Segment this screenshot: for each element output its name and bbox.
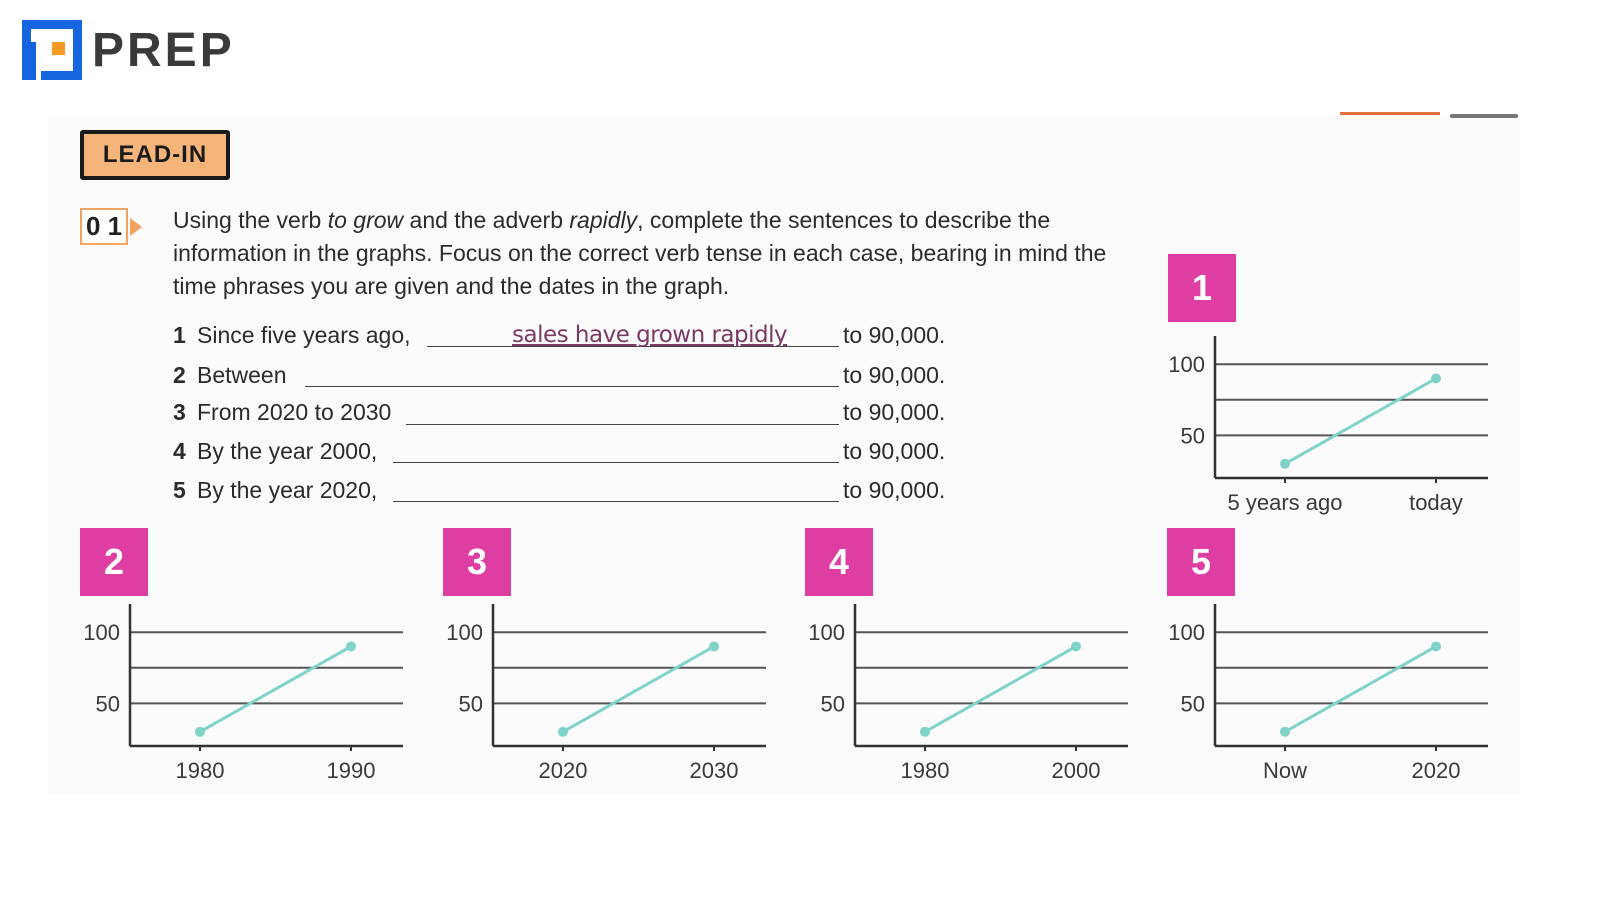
data-point <box>920 727 930 737</box>
answer-blank-4[interactable] <box>393 462 839 463</box>
graph-2-label: 2 <box>80 528 148 596</box>
series-line <box>925 646 1076 731</box>
data-point <box>1280 459 1290 469</box>
graph-1-label: 1 <box>1168 254 1236 322</box>
answer-blank-3[interactable] <box>406 424 839 425</box>
sentence-3-ending: to 90,000. <box>843 399 946 425</box>
decorative-line <box>1450 114 1518 118</box>
y-tick-label: 100 <box>1168 620 1205 646</box>
x-tick-label: today <box>1409 490 1463 515</box>
prep-logo[interactable] <box>22 20 235 80</box>
data-point <box>558 727 568 737</box>
x-tick-label: 2020 <box>1411 758 1461 783</box>
answer-blank-2[interactable] <box>305 386 839 387</box>
data-point <box>1431 641 1441 651</box>
x-tick-label: Now <box>1262 758 1308 783</box>
series-line <box>200 646 351 731</box>
series-line <box>563 646 714 731</box>
section-label: LEAD-IN <box>80 130 230 180</box>
graph-5 <box>1160 598 1500 788</box>
brand-name: PREP <box>92 23 235 77</box>
graph-4 <box>800 598 1140 788</box>
sentence-5: 5 By the year 2020, <box>173 477 378 503</box>
y-tick-label: 50 <box>95 691 120 717</box>
data-point <box>709 641 719 651</box>
answer-blank-5[interactable] <box>393 501 839 502</box>
x-tick-label: 2030 <box>689 758 739 783</box>
sentence-2: 2 Between <box>173 362 287 388</box>
sentence-2-ending: to 90,000. <box>843 362 946 388</box>
data-point <box>1280 727 1290 737</box>
graph-4-label: 4 <box>805 528 873 596</box>
y-tick-label: 100 <box>83 620 120 646</box>
data-point <box>346 641 356 651</box>
x-tick-label: 1980 <box>175 758 225 783</box>
sentence-5-ending: to 90,000. <box>843 477 946 503</box>
series-line <box>1285 646 1436 731</box>
y-tick-label: 100 <box>1168 352 1205 378</box>
exercise-number: 0 1 <box>80 208 142 245</box>
data-point <box>1071 641 1081 651</box>
y-tick-label: 50 <box>1180 423 1205 449</box>
graph-2 <box>75 598 415 788</box>
x-tick-label: 2020 <box>538 758 588 783</box>
y-tick-label: 50 <box>820 691 845 717</box>
series-line <box>1285 378 1436 463</box>
graph-3-label: 3 <box>443 528 511 596</box>
decorative-line <box>1340 112 1440 115</box>
y-tick-label: 100 <box>446 620 483 646</box>
triangle-arrow-icon <box>130 218 142 236</box>
data-point <box>1431 373 1441 383</box>
instructions: Using the verb to grow and the adverb rapidly, complete the sentences to describe the information in the graphs. Focus on the correct verb tense in each case, bearing in mind the time phrases you are given and the dates in the graph. <box>173 207 1107 299</box>
x-tick-label: 2000 <box>1051 758 1101 783</box>
prep-logo-icon <box>22 20 82 80</box>
y-tick-label: 50 <box>1180 691 1205 717</box>
y-tick-label: 50 <box>458 691 483 717</box>
sentence-4-ending: to 90,000. <box>843 438 946 464</box>
answer-1-text: sales have grown rapidly <box>512 322 788 348</box>
graph-1 <box>1160 330 1500 520</box>
x-tick-label: 1990 <box>326 758 376 783</box>
sentence-1: 1 Since five years ago, <box>173 322 411 348</box>
sentence-3: 3 From 2020 to 2030 <box>173 399 392 425</box>
y-tick-label: 100 <box>808 620 845 646</box>
sentence-1-ending: to 90,000. <box>843 322 946 348</box>
graph-5-label: 5 <box>1167 528 1235 596</box>
x-tick-label: 1980 <box>900 758 950 783</box>
sentence-4: 4 By the year 2000, <box>173 438 378 464</box>
data-point <box>195 727 205 737</box>
graph-3 <box>438 598 778 788</box>
x-tick-label: 5 years ago <box>1227 490 1343 515</box>
